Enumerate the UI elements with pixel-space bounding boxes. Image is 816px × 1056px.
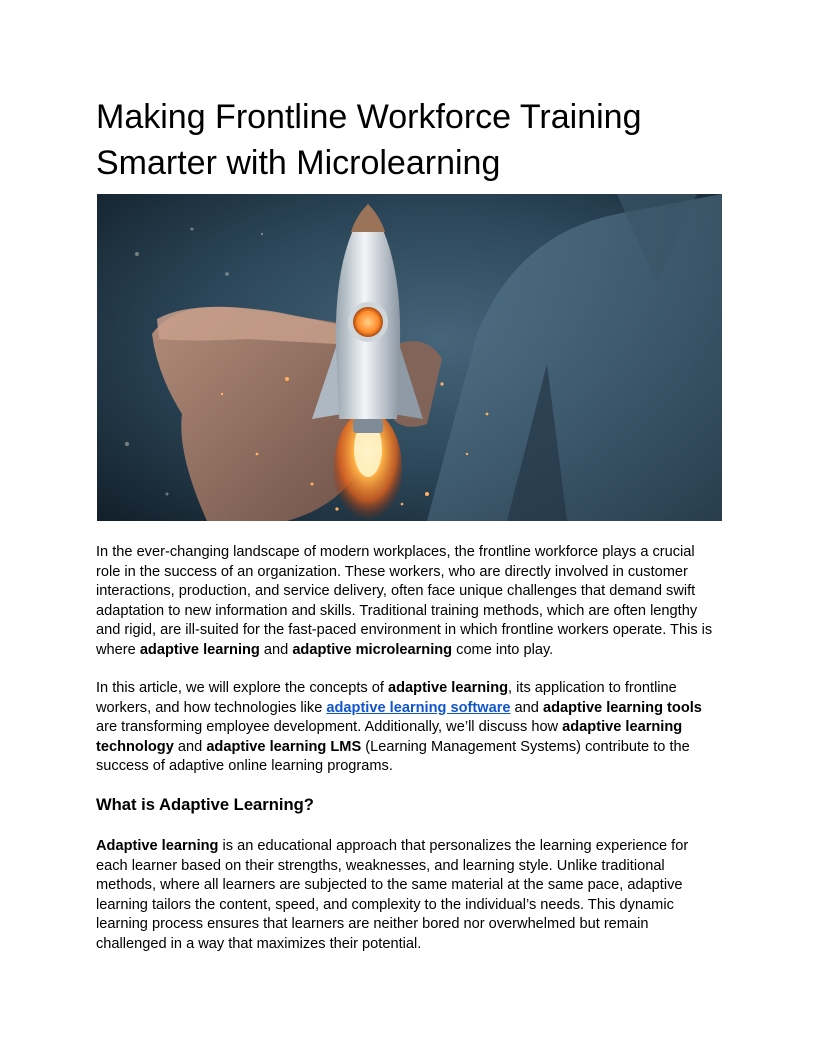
rocket-launch-photo-icon xyxy=(97,194,722,521)
hero-image xyxy=(97,194,722,521)
document-title: Making Frontline Workforce Training Smarter with Microlearning xyxy=(96,98,642,182)
definition-paragraph xyxy=(96,837,722,954)
bold-term: adaptive learning tools xyxy=(542,699,702,716)
text-span: and xyxy=(173,738,207,755)
text-span: and xyxy=(259,641,293,658)
text-span: is an educational approach that personalizes the learning experience for each learner based on their strengths, weaknesses, and learning style. Unlike traditional methods, where all learners are subjected to the same material at the same pace, adaptive learning tailors the content, speed, and complexity to the individual’s needs. This dynamic learning process ensures that learners are neither bored nor overwhelmed but remain challenged in a way that maximizes their potential. xyxy=(96,838,689,952)
bold-term: adaptive learning xyxy=(139,641,260,658)
text-span: (Learning Management Systems) contribute to the success of adaptive online learning programs. xyxy=(96,738,690,774)
text-span: In this article, we will explore the concepts of xyxy=(96,680,389,696)
section-heading: What is Adaptive Learning? xyxy=(96,795,314,814)
overview-paragraph xyxy=(96,679,722,777)
bold-term: adaptive microlearning xyxy=(292,641,453,658)
text-span: and xyxy=(510,699,543,716)
text-span: are transforming employee development. Additionally, we’ll discuss how xyxy=(96,719,563,735)
adaptive-learning-software-link[interactable]: adaptive learning software xyxy=(326,699,511,716)
bold-term: adaptive learning xyxy=(388,680,509,696)
bold-term: adaptive learning LMS xyxy=(206,738,362,755)
bold-term: adaptive learning technology xyxy=(96,719,683,755)
intro-paragraph xyxy=(96,543,722,660)
text-span: come into play. xyxy=(452,641,554,658)
text-span: In the ever-changing landscape of modern workplaces, the frontline workforce plays a crucial role in the success of an organization. These workers, who are directly involved in customer interactions, production, and service delivery, often face unique challenges that demand swift adaptation to new information and skills. Traditional training methods, which are often lengthy and rigid, are ill-suited for the fast-paced environment in which frontline workers operate. This is where xyxy=(96,544,713,658)
text-span: , its application to frontline workers, and how technologies like xyxy=(96,680,677,716)
bold-term: Adaptive learning xyxy=(96,838,219,854)
